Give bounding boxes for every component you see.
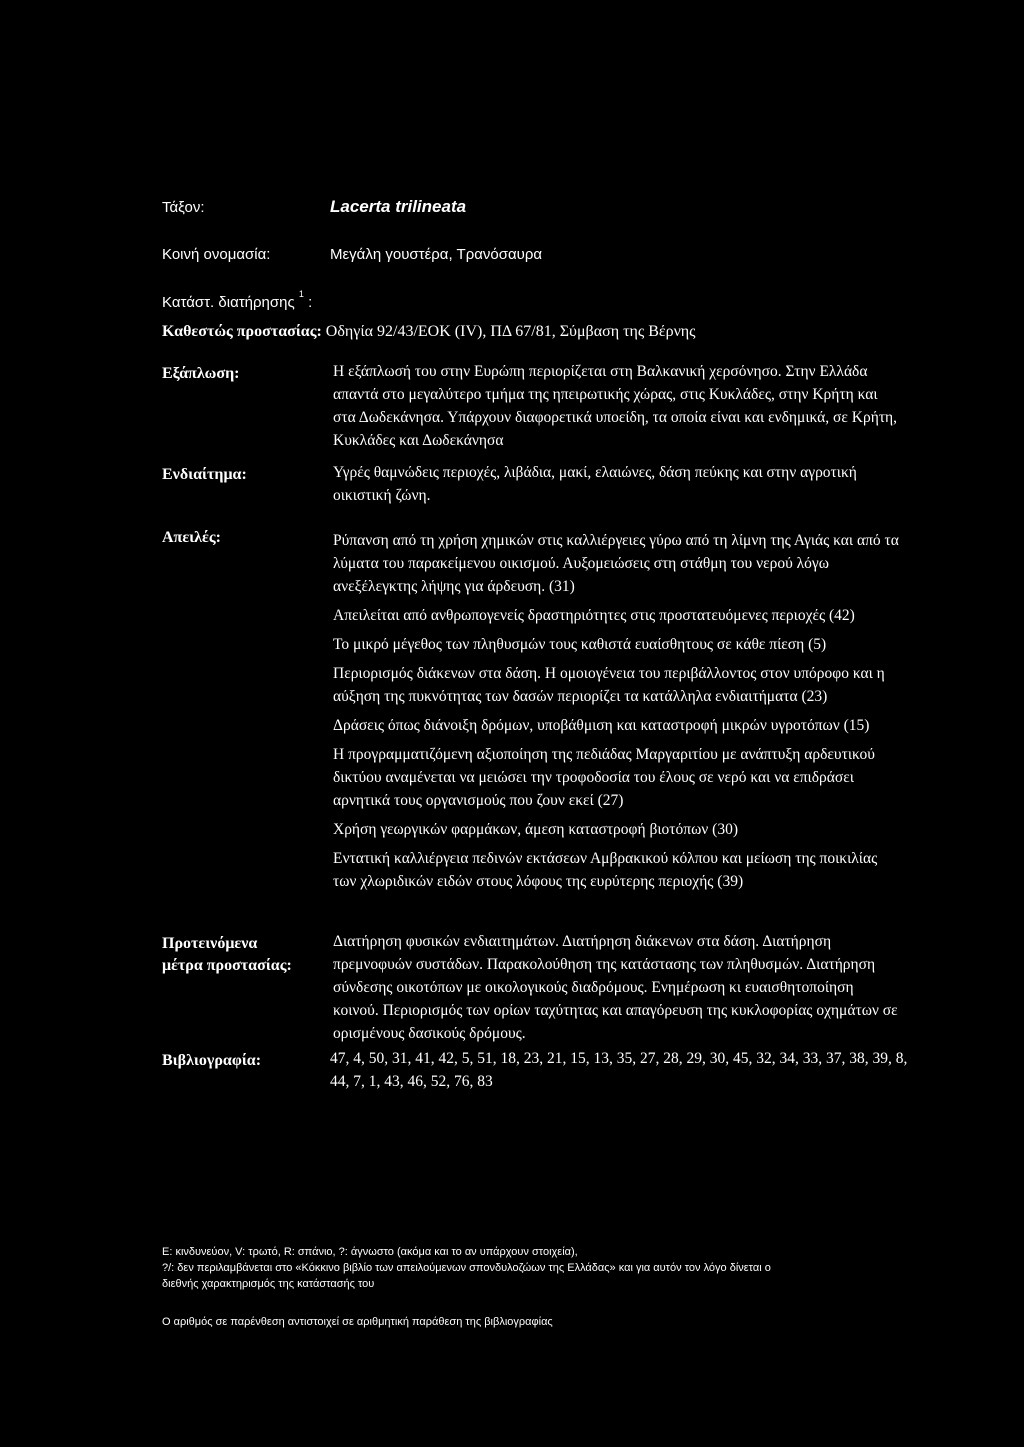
- status-label-colon: :: [308, 294, 313, 311]
- threat-item: Περιορισμός διάκενων στα δάση. Η ομοιογένεια του περιβάλλοντος στον υπόροφο και η αύξηση της πυκνότητας των δασών περιορίζει τα κατάλληλα ενδιαιτήματα (23): [333, 665, 885, 705]
- status-label: [162, 287, 312, 314]
- common-name-label: Κοινή ονομασία:: [162, 246, 271, 263]
- status-label-text: Κατάστ. διατήρησης: [162, 294, 295, 311]
- measures-label-line2: μέτρα προστασίας:: [162, 957, 292, 974]
- threat-item: Χρήση γεωργικών φαρμάκων, άμεση καταστροφή βιοτόπων (30): [333, 821, 738, 838]
- protection-value: Οδηγία 92/43/ΕΟΚ (IV), ΠΔ 67/81, Σύμβαση της Βέρνης: [325, 323, 696, 340]
- threat-item: Ρύπανση από τη χρήση χημικών στις καλλιέργειες γύρω από τη λίμνη της Αγιάς και από τα λύματα του παρακείμενου οικισμού. Αυξομειώσεις στη στάθμη του νερού λόγω ανεξέλεγκτης λήψης για άρδευση. (31): [333, 532, 899, 595]
- threats-label: Απειλές:: [162, 529, 221, 546]
- threat-item: Απειλείται από ανθρωπογενείς δραστηριότητες στις προστατευόμενες περιοχές (42): [333, 607, 855, 624]
- threat-item: Η προγραμματιζόμενη αξιοποίηση της πεδιάδας Μαργαριτίου με ανάπτυξη αρδευτικού δικτύου αναμένεται να μειώσει την τροφοδοσία του έλους σε νερό και να επιδράσει αρνητικά τους οργανισμούς που ζουν εκεί (27): [333, 746, 875, 809]
- protection-row: [162, 321, 696, 343]
- distribution-text: Η εξάπλωσή του στην Ευρώπη περιορίζεται στη Βαλκανική χερσόνησο. Στην Ελλάδα απαντά στο μεγαλύτερο τμήμα της ηπειρωτικής χώρας, στις Κυκλάδες, στην Κρήτη και στα Δωδεκάνησα. Υπάρχουν διαφορετικά υποείδη, τα οποία είναι και ενδημικά, σε Κρήτη, Κυκλάδες και Δωδεκάνησα: [333, 363, 898, 449]
- measures-text: Διατήρηση φυσικών ενδιαιτημάτων. Διατήρηση διάκενων στα δάση. Διατήρηση πρεμνοφυών συστάδων. Παρακολούθηση της κατάστασης των πληθυσμών. Διατήρηση σύνδεσης οικοτόπων με οικολογικούς διαδρόμους. Ενημέρωση κι ευαισθητοποίηση κοινού. Περιορισμός των ορίων ταχύτητας και απαγόρευση της κυκλοφορίας οχημάτων σε ορισμένους δασικούς δρόμους.: [333, 933, 898, 1042]
- habitat-label: Ενδιαίτημα:: [162, 466, 247, 483]
- threats-list: [333, 529, 901, 899]
- footnote-redbook-note: ?/: δεν περιλαμβάνεται στο «Κόκκινο βιβλίο των απειλούμενων σπονδυλοζώων της Ελλάδας» και για αυτόν τον λόγο δίνεται ο διεθνής χαρακτηρισμός της κατάστασής του: [162, 1262, 771, 1290]
- protection-label: Καθεστώς προστασίας:: [162, 323, 322, 340]
- footnotes: [162, 1244, 802, 1330]
- taxon-value: Lacerta trilineata: [330, 197, 467, 216]
- measures-label: [162, 933, 292, 977]
- status-footnote-marker: 1: [298, 289, 304, 299]
- footnote-reference-note: Ο αριθμός σε παρένθεση αντιστοιχεί σε αριθμητική παράθεση της βιβλιογραφίας: [162, 1316, 553, 1328]
- bibliography-text: 47, 4, 50, 31, 41, 42, 5, 51, 18, 23, 21, 15, 13, 35, 27, 28, 29, 30, 45, 32, 34, 33, 37, 38, 39, 8, 44, 7, 1, 43, 46, 52, 76, 83: [330, 1050, 908, 1090]
- threat-item: Το μικρό μέγεθος των πληθυσμών τους καθιστά ευαίσθητους σε κάθε πίεση (5): [333, 636, 827, 653]
- distribution-label: Εξάπλωση:: [162, 365, 240, 382]
- bibliography-label: Βιβλιογραφία:: [162, 1052, 262, 1069]
- threat-item: Εντατική καλλιέργεια πεδινών εκτάσεων Αμβρακικού κόλπου και μείωση της ποικιλίας των χλωριδικών ειδών στους λόφους της ευρύτερης περιοχής (39): [333, 850, 878, 890]
- footnote-status-legend: E: κινδυνεύον, V: τρωτό, R: σπάνιο, ?: άγνωστο (ακόμα και το αν υπάρχουν στοιχεία),: [162, 1246, 578, 1258]
- threat-item: Δράσεις όπως διάνοιξη δρόμων, υποβάθμιση και καταστροφή μικρών υγροτόπων (15): [333, 717, 870, 734]
- taxon-label: Τάξον:: [162, 199, 205, 216]
- habitat-text: Υγρές θαμνώδεις περιοχές, λιβάδια, μακί, ελαιώνες, δάση πεύκης και στην αγροτική οικιστική ζώνη.: [333, 464, 857, 504]
- common-name-value: Μεγάλη γουστέρα, Τρανόσαυρα: [330, 246, 543, 263]
- measures-label-line1: Προτεινόμενα: [162, 935, 258, 952]
